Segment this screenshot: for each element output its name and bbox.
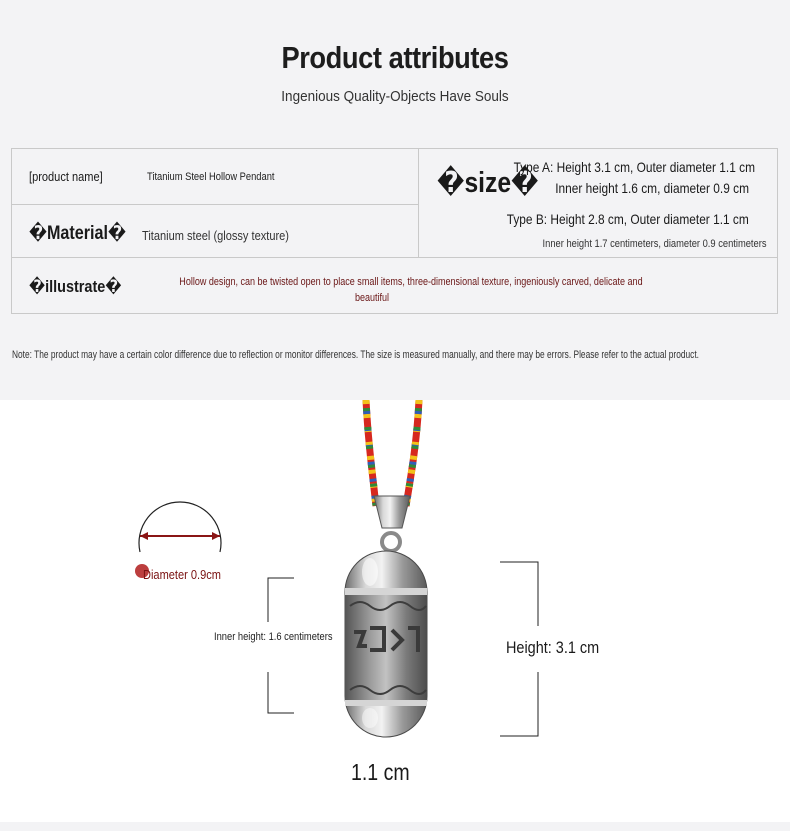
- inner-height-bracket: [268, 578, 294, 713]
- table-divider: [12, 257, 777, 258]
- page-subtitle: Ingenious Quality-Objects Have Souls: [281, 88, 509, 105]
- size-diagram: [0, 400, 790, 831]
- size-type-a-line2: Inner height 1.6 cm, diameter 0.9 cm: [555, 180, 749, 196]
- illustrate-label: �illustrate�: [29, 277, 122, 296]
- table-divider: [12, 204, 418, 205]
- material-value: Titanium steel (glossy texture): [142, 228, 289, 243]
- size-type-a-line1: Type A: Height 3.1 cm, Outer diameter 1.1 cm: [513, 159, 755, 175]
- cord-icon: [366, 400, 419, 506]
- diameter-label: Diameter 0.9cm: [143, 567, 221, 582]
- height-label: Height: 3.1 cm: [506, 638, 600, 657]
- width-label: 1.1 cm: [351, 759, 410, 785]
- size-label: �size�: [437, 167, 539, 199]
- inner-height-label: Inner height: 1.6 centimeters: [214, 631, 333, 643]
- illustrate-line1: Hollow design, can be twisted open to place small items, three-dimensional texture, ingeniously carved, delicate and: [179, 276, 643, 288]
- illustrate-line2: beautiful: [354, 292, 390, 304]
- disclaimer-note: Note: The product may have a certain color difference due to reflection or monitor differences. The size is measured manually, and there may be errors. Please refer to the actual product.: [12, 349, 699, 361]
- attributes-panel: [0, 0, 790, 400]
- pendant-capsule-icon: [345, 551, 427, 737]
- material-label: �Material�: [29, 223, 127, 244]
- illustrate-value: [137, 274, 643, 306]
- page-title: Product attributes: [281, 40, 509, 75]
- size-type-b-line2: Inner height 1.7 centimeters, diameter 0.9 centimeters: [542, 238, 767, 250]
- attributes-table: [11, 148, 778, 314]
- product-name-value: Titanium Steel Hollow Pendant: [147, 171, 275, 183]
- size-type-b-line1: Type B: Height 2.8 cm, Outer diameter 1.1 cm: [506, 211, 749, 227]
- table-divider: [418, 149, 419, 257]
- product-name-label: [product name]: [29, 169, 103, 184]
- bottom-strip: [0, 822, 790, 831]
